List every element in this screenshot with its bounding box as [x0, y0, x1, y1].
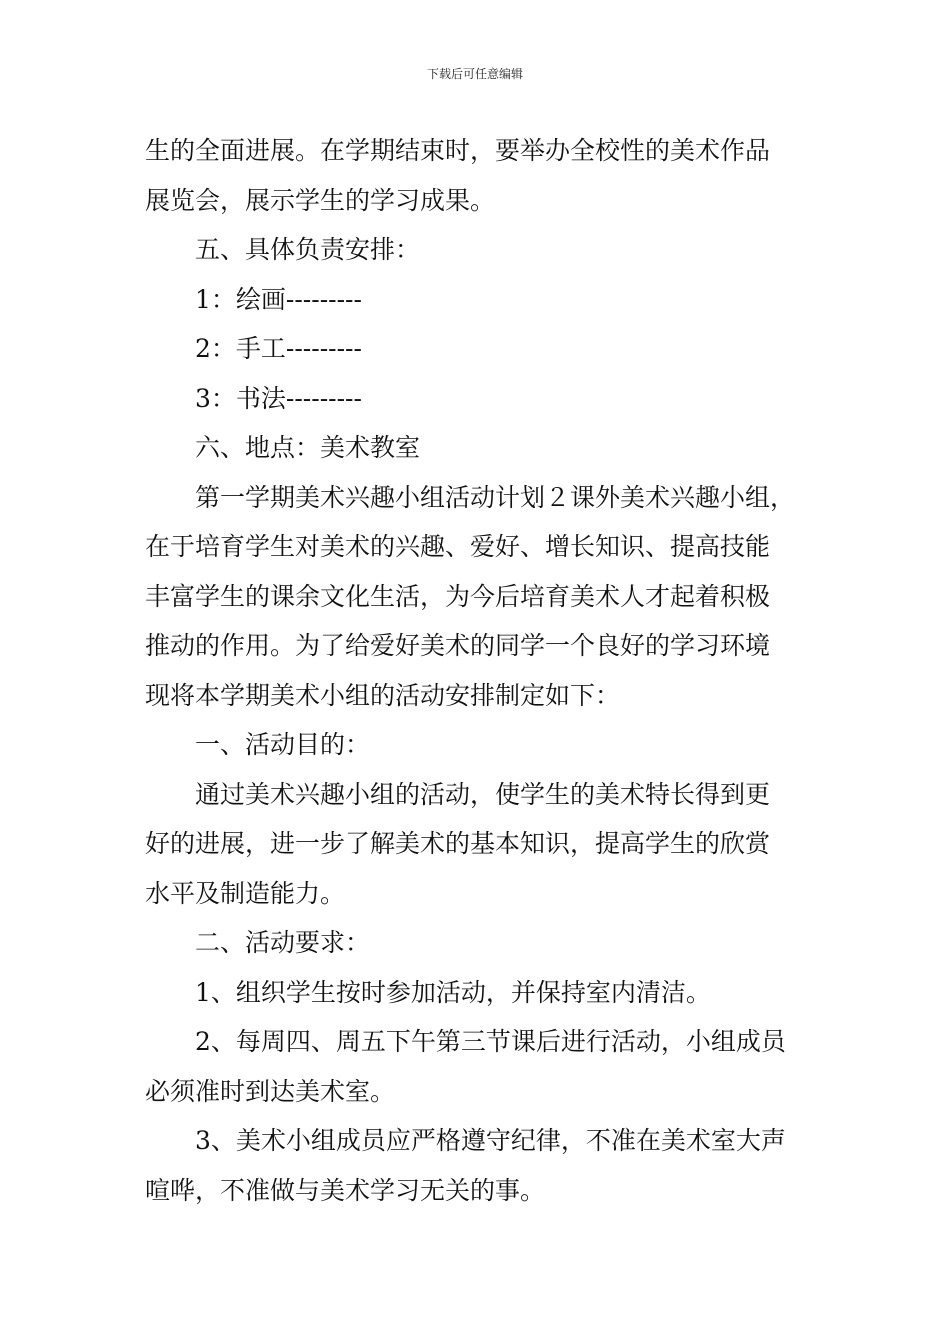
list-item: 2、每周四、周五下午第三节课后进行活动，小组成员	[195, 1027, 786, 1056]
text-line: 生的全面进展。在学期结束时，要举办全校性的美术作品	[145, 136, 771, 165]
text-line: 通过美术兴趣小组的活动，使学生的美术特长得到更	[195, 779, 771, 809]
text-line: 现将本学期美术小组的活动安排制定如下：	[145, 680, 621, 710]
list-item: 1、组织学生按时参加活动，并保持室内清洁。	[195, 977, 711, 1007]
text-line: 第一学期美术兴趣小组活动计划２课外美术兴趣小组，	[195, 482, 796, 512]
text-line: 必须准时到达美术室。	[145, 1076, 396, 1106]
section-heading: 一、活动目的：	[195, 730, 371, 759]
text-line: 在于培育学生对美术的兴趣、爱好、增长知识、提高技能	[145, 532, 771, 561]
text-line: 丰富学生的课余文化生活，为今后培育美术人才起着积极	[145, 581, 771, 611]
text-line: 推动的作用。为了给爱好美术的同学一个良好的学习环境	[145, 631, 771, 660]
section-heading: 六、地点：美术教室	[195, 433, 421, 462]
text-line: 好的进展，进一步了解美术的基本知识，提高学生的欣赏	[145, 829, 771, 858]
list-item: 2：手工---------	[195, 334, 362, 363]
text-line: 水平及制造能力。	[145, 878, 346, 908]
text-line: 展览会，展示学生的学习成果。	[145, 185, 496, 215]
page-header: 下载后可任意编辑	[426, 67, 523, 81]
text-line: 喧哗，不准做与美术学习无关的事。	[145, 1175, 546, 1205]
list-item: 3、美术小组成员应严格遵守纪律，不准在美术室大声	[195, 1126, 786, 1155]
section-heading: 五、具体负责安排：	[195, 235, 421, 264]
list-item: 3：书法---------	[195, 383, 362, 413]
document-body	[145, 126, 807, 1215]
section-heading: 二、活动要求：	[195, 928, 371, 957]
list-item: 1：绘画---------	[195, 284, 362, 314]
